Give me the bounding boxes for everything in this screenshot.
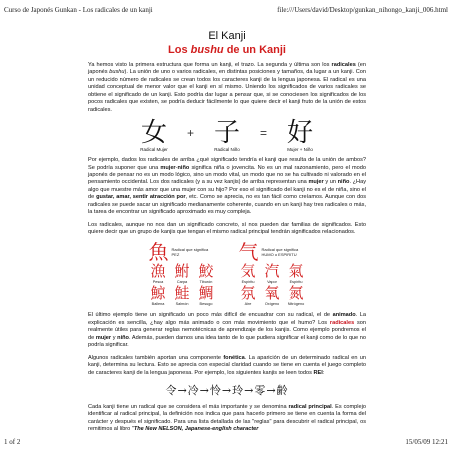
kanji-glyph: 好 — [287, 118, 314, 149]
text-run: (en japonés — [88, 62, 366, 76]
kanji-cell — [172, 285, 192, 307]
subtitle-em: bushu — [190, 44, 224, 56]
print-timestamp: 15/05/09 12:21 — [405, 438, 448, 446]
kanji-glyph: 子 — [213, 118, 240, 149]
kanji-meaning: Oxígeno — [264, 302, 280, 307]
subtitle-post: de un Kanji — [223, 44, 286, 56]
text-bold: radicales — [331, 62, 356, 68]
kanji-row — [238, 263, 306, 285]
text-bold: mujer — [95, 334, 112, 341]
kanji-composition-figure — [88, 119, 366, 152]
kanji-caption: Radical Mujer — [140, 147, 168, 153]
kanji-glyph: 漁 — [150, 262, 166, 281]
radical-families-figure — [88, 241, 366, 307]
kanji-cell — [196, 263, 216, 285]
text-run: . ¿Hay algo que muestre más amor que una mujer con su hijo? Por eso el significado del kanji no es el de niña, sino el de — [88, 179, 366, 201]
kanji-row — [238, 285, 306, 307]
text-bold: fonética — [223, 354, 245, 361]
text-bold: gustar, amar, sentir atracción por — [96, 194, 186, 201]
equals-operator: = — [260, 126, 268, 141]
subtitle-pre: Los — [168, 44, 191, 56]
kanji-glyph: 女 — [140, 118, 167, 149]
kanji-glyph: 氛 — [240, 284, 256, 303]
paragraph-principal — [88, 404, 366, 434]
kanji-meaning: Salmón — [175, 302, 189, 307]
kanji-meaning: Aire — [244, 302, 252, 307]
article — [88, 20, 366, 439]
text-red-bold: radicales — [329, 319, 355, 326]
text-bold: radical principal — [288, 403, 332, 410]
text-run: son realmente útiles para generar reglas nemotécnicas de aprendizaje de los kanjis. Como ejemplo pondremos el de — [88, 319, 367, 341]
kanji-glyph: 鯨 — [150, 284, 166, 303]
kanji-meaning: Nitrógeno — [287, 302, 305, 307]
text-run: y un — [323, 179, 338, 186]
radical-label: Radical que significa HUMO o ESPIRITU — [261, 247, 299, 258]
kanji-meaning: Espíritu — [241, 280, 255, 285]
kanji-cell — [286, 285, 306, 307]
text-run: ). La unión de uno o varios radicales, en distintas posiciones y tamaños, da lugar a un kanji. Con un reducido número de radicales se crean todos los caracteres kanji de la lengua japonesa. El radical es una unidad conceptual de menor valor que el kanji en sí mismo. Uniendo los significados de varios radicales se obtiene el significado de un kanji. Esto podría dar lugar a pensar que, si se conociesen los significados de los pocos radicales que existen, se podría deducir fácilmente lo que quiere decir el kanji fruto de la unión de estos radicales. — [88, 69, 366, 113]
text-run: : — [322, 369, 325, 376]
text-bold: animado — [332, 312, 356, 319]
kanji-cell — [262, 263, 282, 285]
kanji-rei-chain: 令→冷→怜→玲→零→齢 — [165, 383, 289, 397]
kanji-glyph: 鮒 — [174, 262, 190, 281]
kanji-glyph: 氧 — [264, 284, 280, 303]
kanji-cell — [172, 263, 192, 285]
kanji-cell — [196, 285, 216, 307]
print-header-title: Curso de Japonés Gunkan - Los radicales de un kanji — [4, 6, 153, 14]
text-italic: bushu — [109, 69, 125, 76]
kanji-cell — [262, 285, 282, 307]
print-header-url: file:///Users/david/Desktop/gunkan_nihongo_kanji_006.html — [277, 6, 448, 14]
kanji-meaning: Ballena — [151, 302, 165, 307]
text-bold: mujer — [160, 164, 176, 171]
text-bold: REI — [313, 369, 323, 376]
kanji-cell — [148, 285, 168, 307]
kanji-glyph: 鮫 — [198, 262, 214, 281]
text-run: Algunos radicales también aportan una componente — [88, 354, 224, 361]
text-run: Por ejemplo, dados los radicales de arriba ¿qué significado tendría el kanji que resulta de la unión de ambos? Se podría suponer que una — [88, 157, 366, 171]
text-bold: niño — [337, 179, 350, 186]
page-counter: 1 of 2 — [4, 438, 21, 446]
kanji-row — [148, 285, 216, 307]
kanji-caption: Mujer + Niño — [287, 147, 313, 153]
plus-operator: + — [186, 126, 194, 141]
text-run: Cada kanji tiene un radical que se considera el más importante y se denomina — [88, 403, 289, 410]
text-bold: niño — [177, 164, 190, 171]
text-bold: mujer — [308, 179, 324, 186]
kanji-glyph: 汽 — [264, 262, 280, 281]
radical-family-fish — [148, 241, 216, 307]
kanji-glyph: 氣 — [288, 262, 304, 281]
kanji-cell — [286, 263, 306, 285]
kanji-meaning: Vapor — [267, 280, 277, 285]
kanji-like — [269, 119, 331, 152]
kanji-glyph: 鮭 — [174, 284, 190, 303]
kanji-cell — [238, 263, 258, 285]
kanji-cell — [148, 263, 168, 285]
article-subtitle — [88, 44, 366, 56]
paragraph-phonetic — [88, 355, 366, 377]
kanji-meaning: Besugo — [199, 302, 213, 307]
kanji-meaning: Pesca — [152, 280, 164, 285]
text-run: , etc. Como se aprecia, no es tan fácil como creíamos. Aunque con dos radicales se puede sacar un significado medianamente coherente, cuando en un kanji hay tres radicales o más, la tarea de encontrar un significado aproximado es muy compleja. — [88, 194, 367, 216]
text-run: Ya hemos visto la primera estructura que forma un kanji, el trazo. La segunda y última son los — [88, 62, 332, 68]
kanji-meaning: Carpa — [176, 280, 188, 285]
kanji-meaning: Tiburón — [199, 280, 213, 285]
text-run: . La aparición de un determinado radical en un kanji, determina su lectura. Esto se aprecia con especial claridad cuando se tiene en cuenta el juego completo de caracteres kanji de la lengua japonesa. Por ejemplo, los siguientes kanjis se leen todos — [88, 354, 366, 376]
kanji-glyph: 氮 — [288, 284, 304, 303]
paragraph-families: Los radicales, aunque no nos dan un significado concreto, sí nos pueden dar familias de significados. Esto quiere decir que un grupo de kanjis que tengan el mismo radical principal tendrán significados relacionados. — [88, 221, 366, 235]
radical-header — [149, 241, 216, 263]
paragraph-animado — [88, 312, 366, 349]
radical-glyph: 气 — [238, 240, 259, 265]
radical-label: Radical que significa PEZ — [171, 247, 209, 258]
kanji-glyph: 気 — [240, 262, 256, 281]
kanji-glyph: 鯛 — [198, 284, 214, 303]
kanji-child — [196, 119, 258, 152]
kanji-meaning: Espíritu — [289, 280, 303, 285]
text-bold: niño — [117, 334, 129, 341]
text-run: significa niña o jovencita. No es un mal razonamiento, pero el modo japonés de pensar no es un modo lógico, sino un modo vital, un modo que no se ha cultivado ni valorado en el pensamiento occidental. Los dos radicales (y a su vez kanjis) de arriba representan una — [88, 164, 366, 186]
text-run: - — [175, 164, 178, 171]
text-run: El último ejemplo tiene un significado un poco más difícil de encuadrar con su radical, el de — [88, 312, 333, 319]
radical-header — [239, 241, 306, 263]
text-run: y — [111, 334, 118, 341]
kanji-row — [148, 263, 216, 285]
paragraph-intro — [88, 62, 366, 114]
radical-family-air — [238, 241, 306, 307]
radical-glyph: 魚 — [148, 240, 169, 265]
text-run: . Además, pueden darnos una idea tanto de lo que pudiera significar el kanji como de lo que no podría significar. — [88, 334, 367, 349]
book-title: The New NELSON, Japanese-english character — [133, 426, 259, 433]
article-title: El Kanji — [208, 30, 246, 42]
kanji-cell — [238, 285, 258, 307]
text-run: . Es complejo identificar al radical principal, la definición nos indica que para hacerlo primero se tiene en cuenta la forma del carácter y después el significado. Para una lista detallada de las "reglas" para descubrir el radical principal, os remitimos al libro " — [88, 403, 366, 433]
kanji-woman — [123, 119, 185, 152]
kanji-caption: Radical Niño — [214, 147, 240, 153]
text-run: . La explicación es sencilla, ¿hay algo más animado o con más movimiento que el humo? Los — [88, 312, 366, 326]
paragraph-example — [88, 157, 366, 217]
